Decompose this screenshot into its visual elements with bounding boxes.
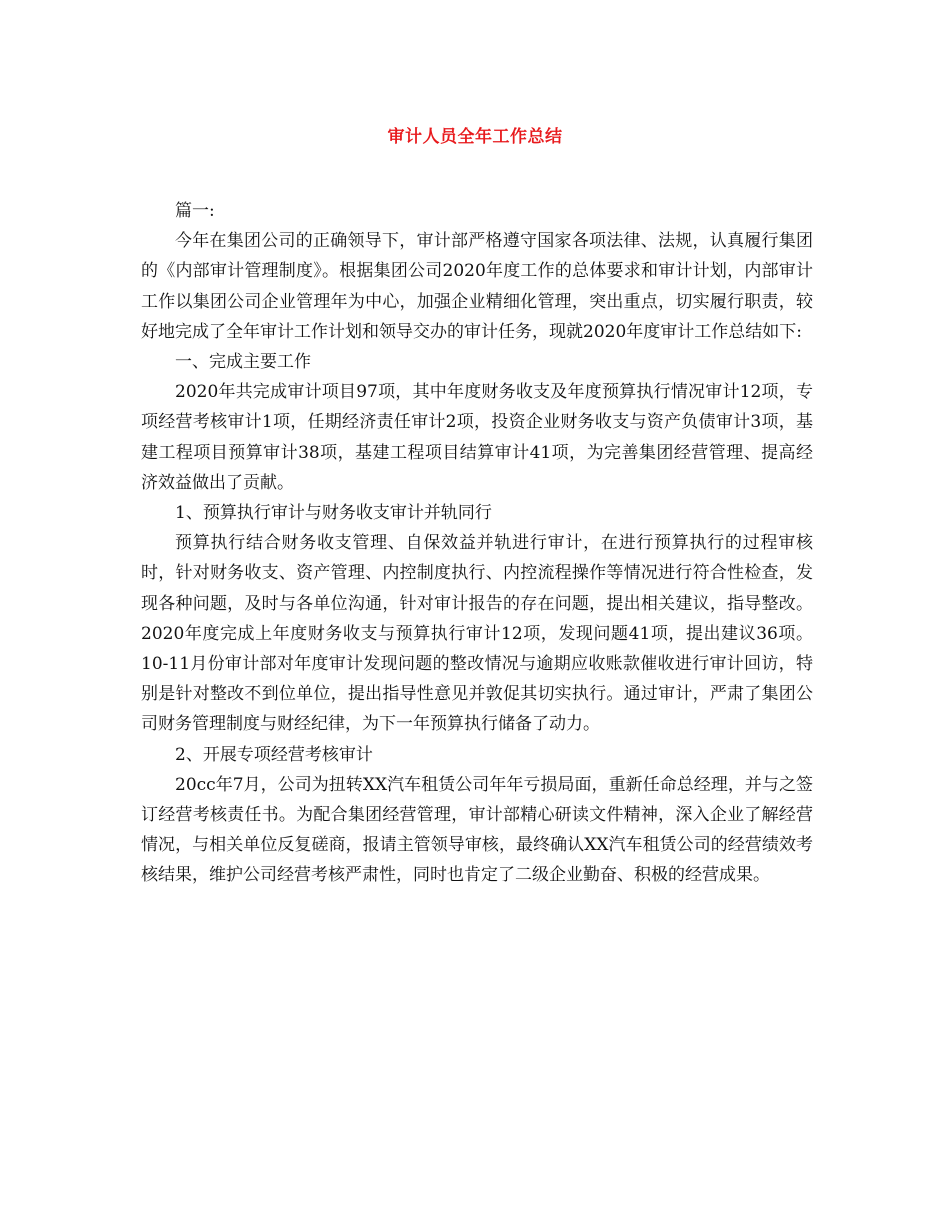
paragraph-special-audit: 20cc年7月，公司为扭转XX汽车租赁公司年年亏损局面，重新任命总经理，并与之签订经营考核责任书。为配合集团经营管理，审计部精心研读文件精神，深入企业了解经营情况，与相关单位反复磋商，报请主管领导审核，最终确认XX汽车租赁公司的经营绩效考核结果，维护公司经营考核严肃性，同时也肯定了二级企业勤奋、积极的经营成果。	[141, 774, 813, 886]
paragraph-section-label: 篇一:	[175, 201, 215, 221]
paragraph-heading-budget-audit: 1、预算执行审计与财务收支审计并轨同行	[175, 503, 492, 524]
paragraph-heading-main-work: 一、完成主要工作	[175, 352, 311, 373]
paragraph-intro: 今年在集团公司的正确领导下，审计部严格遵守国家各项法律、法规，认真履行集团的《内部审计管理制度》。根据集团公司2020年度工作的总体要求和审计计划，内部审计工作以集团公司企业管理年为中心，加强企业精细化管理，突出重点，切实履行职责，较好地完成了全年审计工作计划和领导交办的审计任务，现就2020年度审计工作总结如下:	[141, 231, 813, 342]
paragraph-heading-special-audit: 2、开展专项经营考核审计	[175, 744, 373, 765]
paragraph-budget-audit: 预算执行结合财务收支管理、自保效益并轨进行审计，在进行预算执行的过程审核时，针对财务收支、资产管理、内控制度执行、内控流程操作等情况进行符合性检查，发现各种问题，及时与各单位沟通，针对审计报告的存在问题，提出相关建议，指导整改。2020年度完成上年度财务收支与预算执行审计12项，发现问题41项，提出建议36项。10-11月份审计部对年度审计发现问题的整改情况与逾期应收账款催收进行审计回访，特别是针对整改不到位单位，提出指导性意见并敦促其切实执行。通过审计，严肃了集团公司财务管理制度与财经纪律，为下一年预算执行储备了动力。	[141, 533, 813, 735]
document-body	[141, 196, 813, 891]
paragraph-summary-stats: 2020年共完成审计项目97项，其中年度财务收支及年度预算执行情况审计12项，专项经营考核审计1项，任期经济责任审计2项，投资企业财务收支与资产负债审计3项，基建工程项目预算审计38项，基建工程项目结算审计41项，为完善集团经营管理、提高经济效益做出了贡献。	[141, 382, 813, 493]
document-title: 审计人员全年工作总结	[387, 127, 563, 147]
